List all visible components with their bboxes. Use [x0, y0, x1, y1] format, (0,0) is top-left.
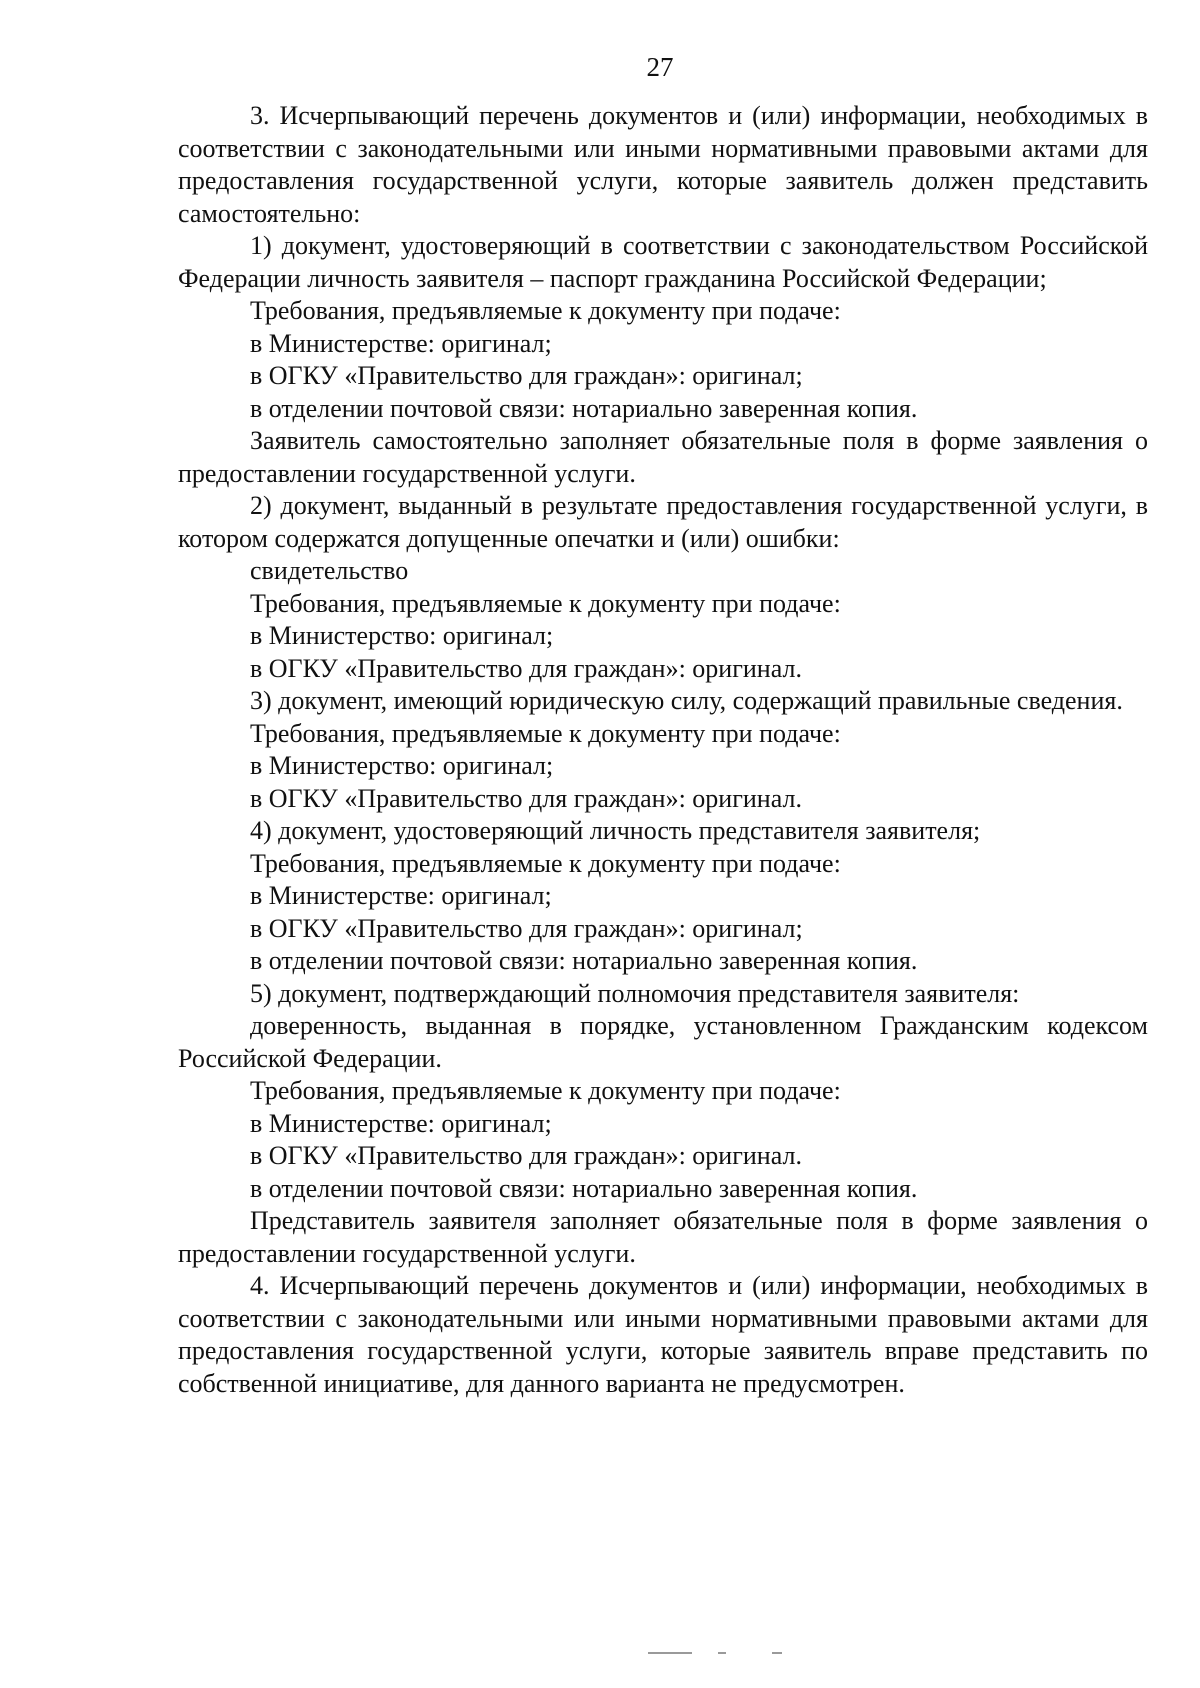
paragraph-item-2: 2) документ, выданный в результате предоставления государственной услуги, в котором содержатся допущенные опечатки и (или) ошибки:: [178, 491, 1148, 553]
paragraph-ministry: в Министерстве: оригинал;: [250, 328, 552, 358]
footer-scan-mark: [718, 1652, 726, 1654]
paragraph-applicant-fills: Заявитель самостоятельно заполняет обязательные поля в форме заявления о предоставлении государственной услуги.: [178, 426, 1148, 488]
paragraph-requirements: Требования, предъявляемые к документу при подаче:: [250, 718, 841, 748]
paragraph-post-office: в отделении почтовой связи: нотариально заверенная копия.: [250, 393, 918, 423]
paragraph-requirements: Требования, предъявляемые к документу при подаче:: [250, 296, 841, 325]
paragraph-ministry: в Министерство: оригинал;: [250, 751, 554, 780]
paragraph-post-office: в отделении почтовой связи: нотариально заверенная копия.: [250, 946, 918, 975]
footer-scan-mark: [648, 1652, 692, 1654]
paragraph-ogku: в ОГКУ «Правительство для граждан»: оригинал.: [250, 1141, 802, 1170]
paragraph-certificate: свидетельство: [250, 556, 409, 585]
paragraph-item-1: 1) документ, удостоверяющий в соответствии с законодательством Российской Федерации личность заявителя – паспорт гражданина Российской Федерации;: [178, 231, 1148, 293]
document-body: [178, 100, 1148, 1400]
paragraph-ogku: в ОГКУ «Правительство для граждан»: оригинал.: [250, 653, 802, 683]
paragraph-power-of-attorney: доверенность, выданная в порядке, установленном Гражданским кодексом Российской Федерации.: [178, 1011, 1148, 1073]
paragraph-section-4: 4. Исчерпывающий перечень документов и (или) информации, необходимых в соответствии с законодательными или иными нормативными правовыми актами для предоставления государственной услуги, которые заявитель вправе представить по собственной инициативе, для данного варианта не предусмотрен.: [178, 1271, 1148, 1398]
footer-scan-mark: [772, 1652, 782, 1654]
paragraph-post-office: в отделении почтовой связи: нотариально заверенная копия.: [250, 1173, 918, 1203]
paragraph-item-4: 4) документ, удостоверяющий личность представителя заявителя;: [250, 816, 981, 845]
paragraph-ogku: в ОГКУ «Правительство для граждан»: оригинал;: [250, 913, 803, 943]
paragraph-requirements: Требования, предъявляемые к документу при подаче:: [250, 848, 841, 878]
paragraph-requirements: Требования, предъявляемые к документу при подаче:: [250, 1076, 841, 1105]
paragraph-section-3: 3. Исчерпывающий перечень документов и (или) информации, необходимых в соответствии с законодательными или иными нормативными правовыми актами для предоставления государственной услуги, которые заявитель должен представить самостоятельно:: [178, 101, 1148, 228]
paragraph-requirements: Требования, предъявляемые к документу при подаче:: [250, 588, 841, 618]
paragraph-ogku: в ОГКУ «Правительство для граждан»: оригинал.: [250, 783, 802, 813]
paragraph-ministry: в Министерстве: оригинал;: [250, 881, 552, 910]
paragraph-item-3: 3) документ, имеющий юридическую силу, содержащий правильные сведения.: [250, 686, 1123, 715]
paragraph-representative-fills: Представитель заявителя заполняет обязательные поля в форме заявления о предоставлении государственной услуги.: [178, 1206, 1148, 1268]
paragraph-ogku: в ОГКУ «Правительство для граждан»: оригинал;: [250, 361, 803, 390]
paragraph-item-5: 5) документ, подтверждающий полномочия представителя заявителя:: [250, 978, 1020, 1008]
paragraph-ministry: в Министерстве: оригинал;: [250, 1108, 552, 1138]
page-number: 27: [646, 52, 674, 82]
paragraph-ministry: в Министерство: оригинал;: [250, 621, 554, 650]
